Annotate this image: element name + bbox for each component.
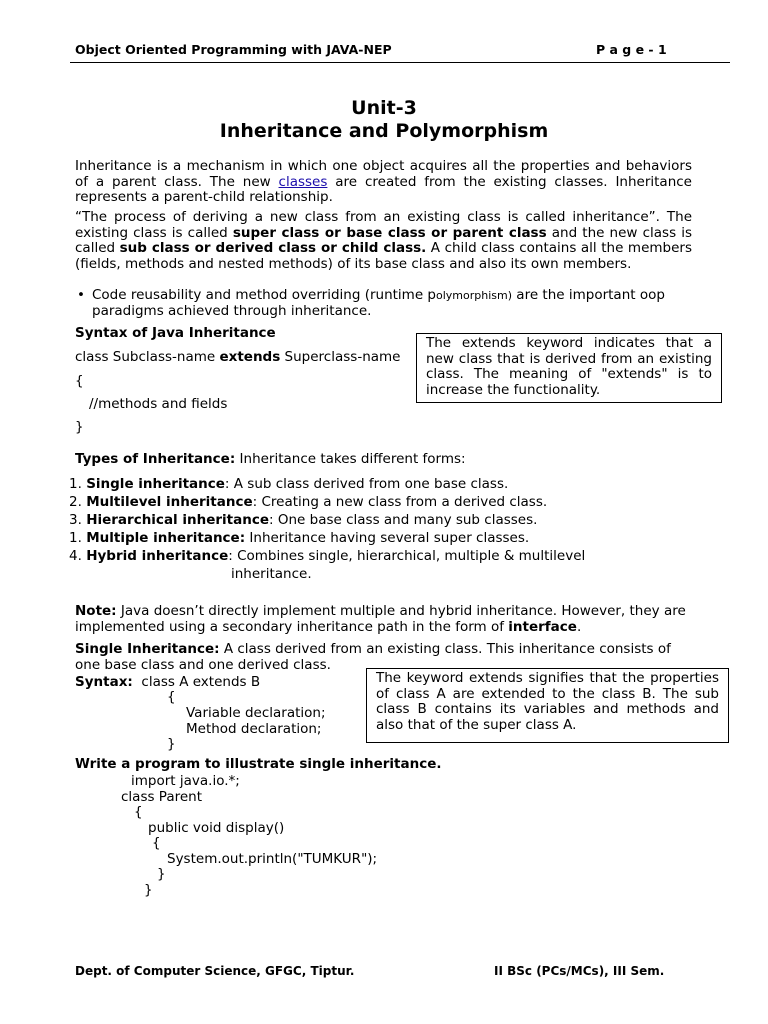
intro-paragraph-2: “The process of deriving a new class from an existing class is called inheritance”. The existing class is called super class or base class or parent class and the new class is called sub class or derived class or child class. A child class contains all the members (fields, methods and nested methods) of its base class and also its own members. [75,209,693,273]
code-line-method: public void display() [148,820,285,836]
single-code-close: } [167,736,176,752]
syntax-heading: Syntax of Java Inheritance [75,325,276,341]
syntax-body: //methods and fields [89,396,228,412]
code-line-close-class: } [144,882,153,898]
types-item-1: 1. Single inheritance: A sub class derived from one base class. [69,476,509,492]
code-line-open-class: { [134,804,143,820]
single-syntax-line: Syntax: class A extends B [75,674,261,690]
header-rule [70,62,730,63]
syntax-close-brace: } [75,419,84,435]
types-item-3: 3. Hierarchical inheritance: One base class and many sub classes. [69,512,538,528]
topic-title: Inheritance and Polymorphism [219,120,549,142]
footer-class: II BSc (PCs/MCs), III Sem. [494,964,665,978]
code-line-println: System.out.println("TUMKUR"); [167,851,378,867]
running-header-title: Object Oriented Programming with JAVA-NEP [75,42,392,57]
intro-paragraph-1: Inheritance is a mechanism in which one object acquires all the properties and behaviors of a parent class. The new classes are created from the existing classes. Inheritance represents a parent-child relationship. [75,158,692,206]
code-line-close-method: } [157,866,166,882]
syntax-line: class Subclass-name extends Superclass-name [75,349,401,365]
code-line-import: import java.io.*; [131,773,240,789]
unit-title: Unit-3 [351,97,417,119]
classes-link[interactable]: classes [278,173,328,190]
single-note-box: The keyword extends signifies that the properties of class A are extended to the class B. The sub class B contains its variables and methods and also that of the super class A. [366,668,729,743]
single-code-method: Method declaration; [186,721,322,737]
types-item-5: 4. Hybrid inheritance: Combines single, hierarchical, multiple & multilevel [69,548,586,564]
page-number: P a g e - 1 [596,42,667,57]
types-item-4: 1. Multiple inheritance: Inheritance having several super classes. [69,530,530,546]
code-line-open-method: { [152,835,161,851]
bullet-icon: • [77,287,85,303]
code-line-class: class Parent [121,789,203,805]
single-inheritance-paragraph: Single Inheritance: A class derived from an existing class. This inheritance consists of one base class and one derived class. [75,641,671,673]
footer-department: Dept. of Computer Science, GFGC, Tiptur. [75,964,355,978]
types-item-5-continued: inheritance. [231,566,312,582]
bullet-text: Code reusability and method overriding (runtime polymorphism) are the important oop paradigms achieved through inheritance. [92,287,665,319]
types-item-2: 2. Multilevel inheritance: Creating a new class from a derived class. [69,494,548,510]
extends-note-box: The extends keyword indicates that a new class that is derived from an existing class. The meaning of "extends" is to increase the functionality. [416,333,722,403]
note-paragraph: Note: Java doesn’t directly implement multiple and hybrid inheritance. However, they are implemented using a secondary inheritance path in the form of interface. [75,603,686,635]
program-heading: Write a program to illustrate single inheritance. [75,756,442,772]
types-heading: Types of Inheritance: Inheritance takes different forms: [75,451,466,467]
syntax-open-brace: { [75,373,84,389]
single-code-open: { [167,689,176,705]
single-code-var: Variable declaration; [186,705,326,721]
